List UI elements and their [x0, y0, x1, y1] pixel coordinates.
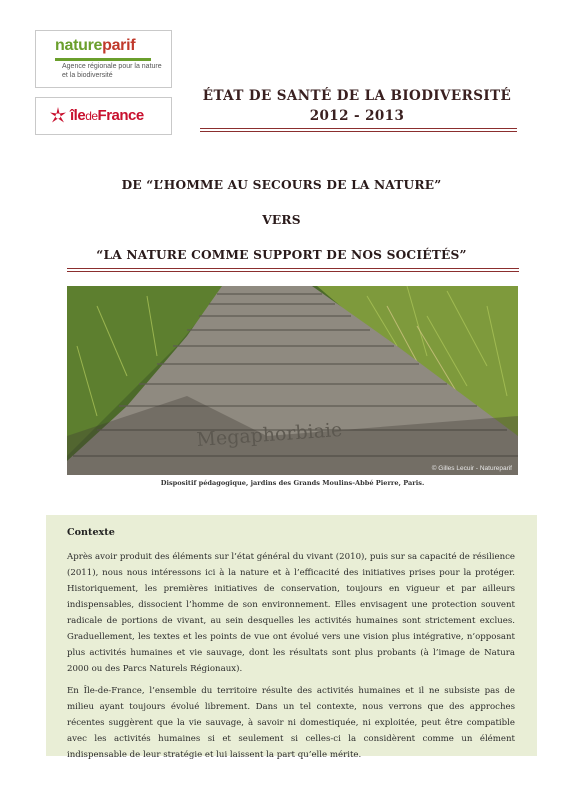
main-title-line1: DE “L’HOMME AU SECOURS DE LA NATURE”	[121, 178, 442, 192]
natureparif-name-part1: nature	[55, 37, 103, 54]
iledefrance-name-part3: France	[97, 107, 144, 124]
star-icon	[49, 107, 67, 125]
natureparif-name-part2: parif	[102, 37, 136, 54]
context-paragraph-2: En Île-de-France, l’ensemble du territoire résulte des activités humaines et il ne subsiste pas de milieu ayant toujours évolué librement. Dans un tel contexte, nous verrons que des approches récentes suggèrent que la vie sauvage, à savoir ni domestiquée, ni exploitée, peut être compatible avec les activités humaines si et seulement si celles-ci la considèrent comme un élément indispensable de leur stratégie et lui laissent la part qu’elle mérite.	[67, 686, 515, 760]
header-rule-top	[200, 128, 517, 129]
photo-caption: Dispositif pédagogique, jardins des Grands Moulins-Abbé Pierre, Paris.	[160, 479, 425, 487]
title-rule-bottom	[67, 271, 519, 272]
iledefrance-name-part1: île	[70, 107, 86, 124]
context-box	[46, 515, 537, 760]
context-title: Contexte	[67, 527, 115, 538]
boardwalk-photo	[67, 286, 518, 475]
main-title-line3: “LA NATURE COMME SUPPORT DE NOS SOCIÉTÉS”	[96, 248, 467, 262]
natureparif-underline	[55, 58, 151, 61]
natureparif-logo	[35, 30, 172, 88]
report-years: 2012 - 2013	[309, 108, 405, 124]
iledefrance-logo	[35, 97, 172, 135]
main-title-line2: VERS	[262, 213, 301, 227]
boardwalk-illustration	[67, 286, 518, 475]
photo-credit: © Gilles Lecuir - Natureparif	[431, 465, 512, 472]
iledefrance-name-part2: de	[85, 109, 98, 123]
natureparif-tagline: Agence régionale pour la nature et la biodiversité	[62, 63, 162, 79]
title-rule-top	[67, 268, 519, 269]
report-title: ÉTAT DE SANTÉ DE LA BIODIVERSITÉ	[202, 88, 512, 104]
boardwalk-engraving: Megaphorbiaie	[195, 418, 343, 451]
context-paragraph-1: Après avoir produit des éléments sur l’état général du vivant (2010), puis sur sa capacité de résilience (2011), nous nous intéressons ici à la nature et à l’efficacité des initiatives prises pour la protéger. Historiquement, les premières initiatives de conservation, toujours en vigueur et par ailleurs indispensables, dissocient l’homme de son environnement. Elles envisagent une protection souvent radicale de portions de vivant, au sein desquelles les activités humaines sont strictement exclues. Graduellement, les textes et les points de vue ont évolué vers une vision plus intégrative, n’opposant plus activités humaines et vie sauvage, dont les résultats sont plus probants (à l’image de Natura 2000 ou des Parcs Naturels Régionaux).	[67, 552, 515, 674]
header-rule-bottom	[200, 131, 517, 132]
